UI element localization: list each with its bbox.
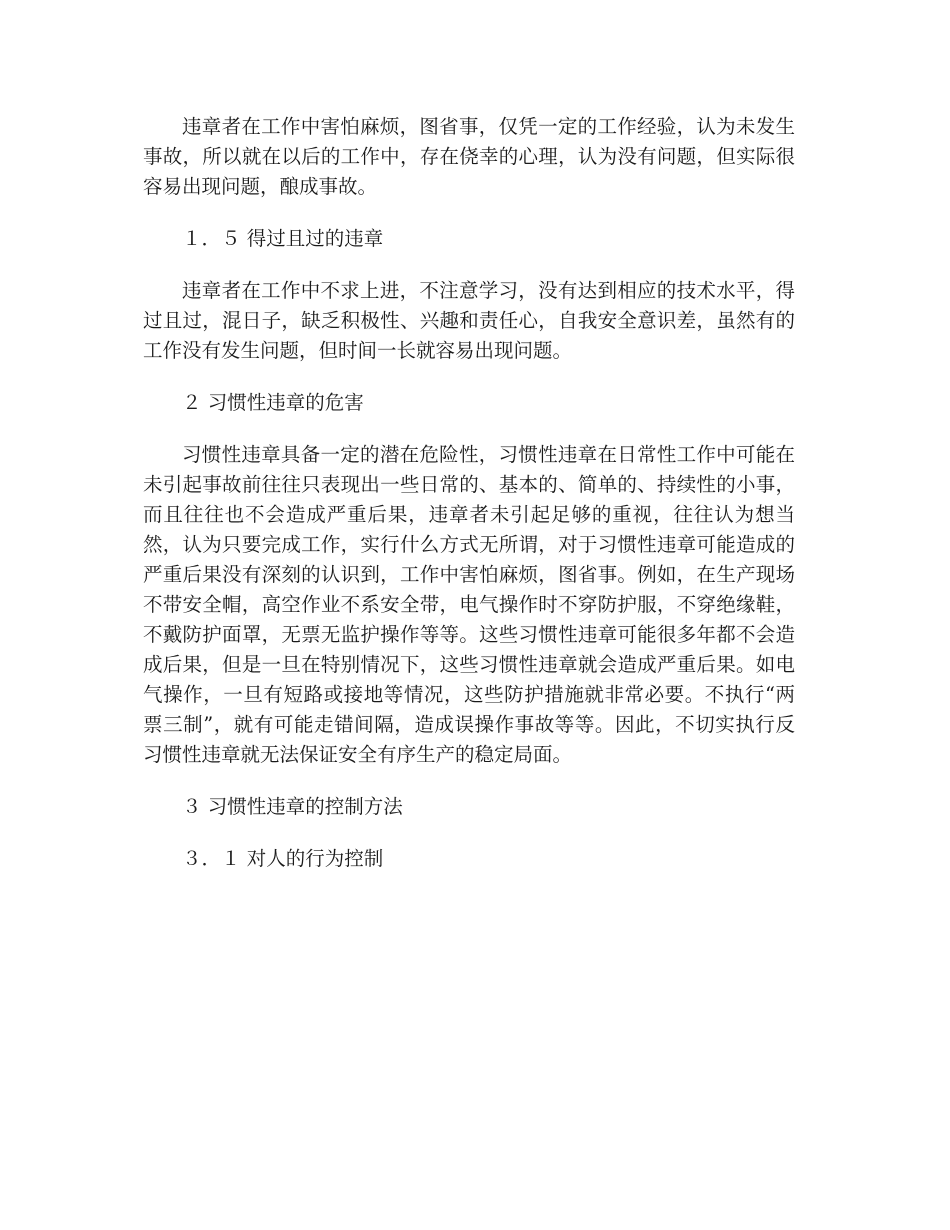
document-page: [143, 112, 795, 874]
section-heading-2: ２ 习惯性违章的危害: [182, 391, 364, 414]
section-heading-3: ３ 习惯性违章的控制方法: [182, 795, 403, 818]
paragraph-2: 违章者在工作中不求上进，不注意学习，没有达到相应的技术水平，得过且过，混日子，缺乏积极性、兴趣和责任心，自我安全意识差，虽然有的工作没有发生问题，但时间一长就容易出现问题。: [143, 279, 795, 362]
paragraph-1: 违章者在工作中害怕麻烦，图省事，仅凭一定的工作经验，认为未发生事故，所以就在以后的工作中，存在侥幸的心理，认为没有问题，但实际很容易出现问题，酿成事故。: [143, 115, 795, 198]
section-heading-1-5: １．５ 得过且过的违章: [182, 227, 384, 250]
section-heading-3-1: ３．１ 对人的行为控制: [182, 847, 384, 870]
paragraph-3: 习惯性违章具备一定的潜在危险性，习惯性违章在日常性工作中可能在未引起事故前往往只表现出一些日常的、基本的、简单的、持续性的小事，而且往往也不会造成严重后果，违章者未引起足够的重视，往往认为想当然，认为只要完成工作，实行什么方式无所谓，对于习惯性违章可能造成的严重后果没有深刻的认识到，工作中害怕麻烦，图省事。例如，在生产现场不带安全帽，高空作业不系安全带，电气操作时不穿防护服，不穿绝缘鞋，不戴防护面罩，无票无监护操作等等。这些习惯性违章可能很多年都不会造成后果，但是一旦在特别情况下，这些习惯性违章就会造成严重后果。如电气操作，一旦有短路或接地等情况，这些防护措施就非常必要。不执行“两票三制”，就有可能走错间隔，造成误操作事故等等。因此，不切实执行反习惯性违章就无法保证安全有序生产的稳定局面。: [143, 443, 795, 766]
